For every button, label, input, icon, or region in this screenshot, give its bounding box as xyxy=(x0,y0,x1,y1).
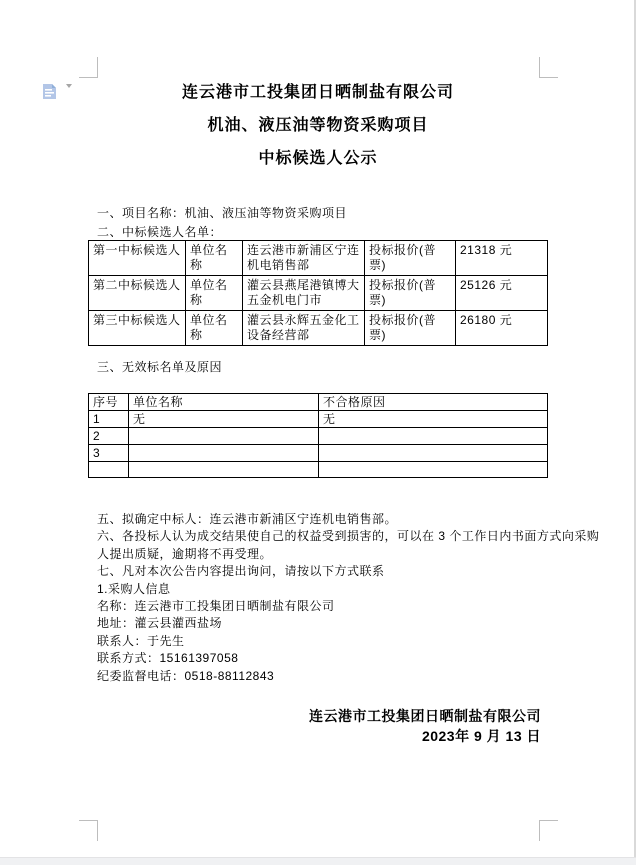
price-value: 26180 元 xyxy=(456,311,548,346)
unit-name: 灌云县永辉五金化工设备经营部 xyxy=(243,311,365,346)
candidates-table xyxy=(88,240,548,346)
row-reason xyxy=(319,445,548,462)
buyer-info-heading: 1.采购人信息 xyxy=(97,581,171,596)
section-invalid-bids-heading: 三、无效标名单及原因 xyxy=(97,360,223,374)
margin-corner-top-left xyxy=(79,57,98,78)
signature-date: 2023年 9 月 13 日 xyxy=(421,727,541,744)
signature-block xyxy=(97,707,541,746)
buyer-contact-person: 联系人：于先生 xyxy=(97,633,185,648)
table-row xyxy=(89,411,548,428)
buyer-address: 地址：灌云县灌西盐场 xyxy=(97,616,223,631)
buyer-name: 名称：连云港市工投集团日晒制盐有限公司 xyxy=(97,599,335,614)
candidate-rank: 第三中标候选人 xyxy=(89,311,186,346)
document-title-block xyxy=(97,76,539,175)
section-objection-line2: 人提出质疑，逾期将不再受理。 xyxy=(97,546,273,561)
table-row xyxy=(89,462,548,478)
signature-company: 连云港市工投集团日晒制盐有限公司 xyxy=(309,708,541,724)
supervision-phone: 纪委监督电话：0518-88112843 xyxy=(97,668,275,683)
row-unit xyxy=(129,428,319,445)
margin-corner-bottom-left xyxy=(79,820,98,841)
title-company: 连云港市工投集团日晒制盐有限公司 xyxy=(181,84,454,101)
row-no: 2 xyxy=(89,428,129,445)
price-value: 25126 元 xyxy=(456,276,548,311)
row-no: 3 xyxy=(89,445,129,462)
unit-label: 单位名称 xyxy=(186,276,243,311)
section-1-2 xyxy=(97,204,347,241)
margin-corner-top-right xyxy=(539,57,558,78)
row-reason xyxy=(319,428,548,445)
title-project: 机油、液压油等物资采购项目 xyxy=(207,117,429,134)
row-reason xyxy=(319,462,548,478)
title-announce: 中标候选人公示 xyxy=(258,150,378,167)
col-header-reason: 不合格原因 xyxy=(319,394,548,411)
row-no xyxy=(89,462,129,478)
row-unit xyxy=(129,462,319,478)
price-label: 投标报价(普票) xyxy=(365,276,456,311)
bottom-status-strip xyxy=(0,857,636,865)
unit-label: 单位名称 xyxy=(186,311,243,346)
paragraphs-block xyxy=(97,511,600,685)
table-row xyxy=(89,445,548,462)
row-unit: 无 xyxy=(129,411,319,428)
section-objection-line1: 六、各投标人认为成交结果使自己的权益受到损害的，可以在 3 个工作日内书面方式向采购 xyxy=(97,529,600,544)
table-row xyxy=(89,241,548,276)
candidate-rank: 第一中标候选人 xyxy=(89,241,186,276)
section-winner: 五、拟确定中标人：连云港市新浦区宁连机电销售部。 xyxy=(97,512,398,526)
dropdown-arrow-icon xyxy=(65,88,74,96)
table-header-row xyxy=(89,394,548,411)
section-contact-intro: 七、凡对本次公告内容提出询问，请按以下方式联系 xyxy=(97,564,385,579)
buyer-phone: 联系方式：15161397058 xyxy=(97,651,239,666)
invalid-bids-table xyxy=(88,393,548,478)
col-header-unit: 单位名称 xyxy=(129,394,319,411)
col-header-no: 序号 xyxy=(89,394,129,411)
row-no: 1 xyxy=(89,411,129,428)
unit-label: 单位名称 xyxy=(186,241,243,276)
section-project-name: 一、项目名称：机油、液压油等物资采购项目 xyxy=(97,206,348,220)
paste-options-button[interactable] xyxy=(40,82,76,102)
unit-name: 灌云县燕尾港镇博大五金机电门市 xyxy=(243,276,365,311)
table-row xyxy=(89,311,548,346)
price-value: 21318 元 xyxy=(456,241,548,276)
margin-corner-bottom-right xyxy=(539,820,558,841)
table-row xyxy=(89,428,548,445)
table-row xyxy=(89,276,548,311)
price-label: 投标报价(普票) xyxy=(365,311,456,346)
section-candidate-list: 二、中标候选人名单： xyxy=(97,224,223,239)
price-label: 投标报价(普票) xyxy=(365,241,456,276)
row-reason: 无 xyxy=(319,411,548,428)
candidate-rank: 第二中标候选人 xyxy=(89,276,186,311)
unit-name: 连云港市新浦区宁连机电销售部 xyxy=(243,241,365,276)
row-unit xyxy=(129,445,319,462)
